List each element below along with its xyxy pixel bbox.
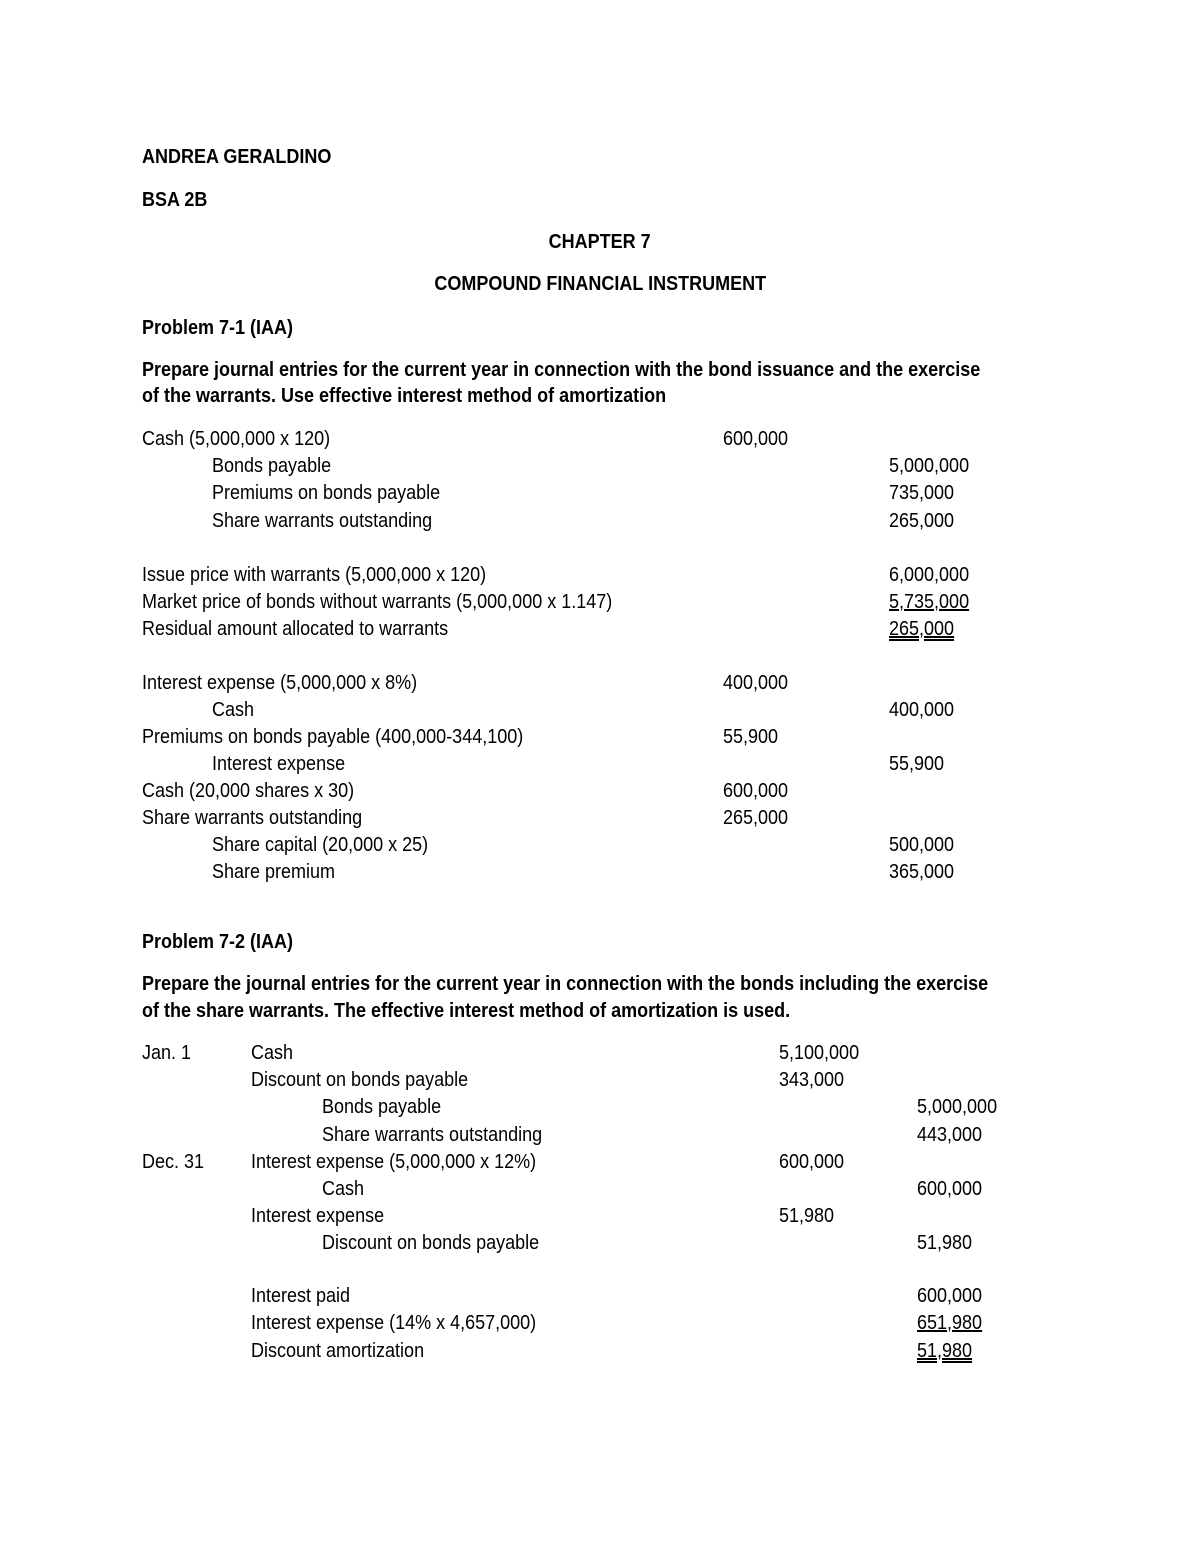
p1-calc-label: Residual amount allocated to warrants [142,618,449,640]
p1-j2-debit: 55,900 [723,726,779,748]
p1-j1-account: Bonds payable [212,455,332,477]
p2-calc-label: Interest paid [251,1285,351,1307]
p2-j-debit: 343,000 [779,1069,845,1091]
p1-j2-credit: 500,000 [889,834,955,856]
p2-j-account: Bonds payable [322,1096,442,1118]
p2-j-account: Discount on bonds payable [322,1232,540,1254]
problem-2-title: Problem 7-2 (IAA) [142,931,294,953]
p2-j-account: Discount on bonds payable [251,1069,469,1091]
chapter-title: CHAPTER 7 [548,231,652,253]
p2-calc-value: 651,980 [917,1312,983,1334]
p2-j-debit: 5,100,000 [779,1042,860,1064]
p1-j2-account: Interest expense (5,000,000 x 8%) [142,672,418,694]
p2-j-account: Share warrants outstanding [322,1124,543,1146]
p1-calc-value: 5,735,000 [889,591,970,613]
p1-j2-account: Premiums on bonds payable (400,000-344,100) [142,726,524,748]
student-section: BSA 2B [142,189,208,211]
p2-calc-value: 600,000 [917,1285,983,1307]
p1-j1-credit: 735,000 [889,482,955,504]
p1-j2-account: Interest expense [212,753,346,775]
p1-j2-account: Share warrants outstanding [142,807,363,829]
p2-j-debit: 51,980 [779,1205,835,1227]
p2-calc-value: 51,980 [917,1340,973,1362]
problem-1-title: Problem 7-1 (IAA) [142,317,294,339]
p1-calc-value: 6,000,000 [889,564,970,586]
p1-j1-debit: 600,000 [723,428,789,450]
p1-j1-credit: 5,000,000 [889,455,970,477]
p1-j1-account: Share warrants outstanding [212,510,433,532]
p1-j2-credit: 55,900 [889,753,945,775]
p2-j-credit: 5,000,000 [917,1096,998,1118]
p2-j-account: Cash [322,1178,365,1200]
problem-1-instructions-line-2: of the warrants. Use effective interest method of amortization [142,385,667,407]
p2-j-account: Interest expense [251,1205,385,1227]
p1-calc-label: Market price of bonds without warrants (5,000,000 x 1.147) [142,591,613,613]
p2-j-credit: 600,000 [917,1178,983,1200]
p2-j-credit: 443,000 [917,1124,983,1146]
student-name: ANDREA GERALDINO [142,146,332,168]
p2-j-account: Cash [251,1042,294,1064]
problem-2-instructions-line-1: Prepare the journal entries for the current year in connection with the bonds including the exercise [142,973,989,995]
problem-1-instructions-line-1: Prepare journal entries for the current year in connection with the bond issuance and the exercise [142,359,981,381]
p2-date: Dec. 31 [142,1151,205,1173]
p1-j2-debit: 265,000 [723,807,789,829]
p1-j1-account: Cash (5,000,000 x 120) [142,428,331,450]
p1-j2-account: Share capital (20,000 x 25) [212,834,429,856]
p1-j1-account: Premiums on bonds payable [212,482,441,504]
p1-calc-value: 265,000 [889,618,955,640]
p1-j2-account: Share premium [212,861,336,883]
topic-title: COMPOUND FINANCIAL INSTRUMENT [434,273,766,295]
p2-calc-label: Discount amortization [251,1340,425,1362]
problem-2-instructions-line-2: of the share warrants. The effective interest method of amortization is used. [142,1000,791,1022]
p2-date: Jan. 1 [142,1042,192,1064]
p1-j2-credit: 365,000 [889,861,955,883]
p1-j2-account: Cash (20,000 shares x 30) [142,780,355,802]
p2-j-debit: 600,000 [779,1151,845,1173]
p2-j-credit: 51,980 [917,1232,973,1254]
p1-j2-credit: 400,000 [889,699,955,721]
p1-j2-debit: 600,000 [723,780,789,802]
p1-calc-label: Issue price with warrants (5,000,000 x 120) [142,564,487,586]
p1-j2-debit: 400,000 [723,672,789,694]
p2-calc-label: Interest expense (14% x 4,657,000) [251,1312,537,1334]
p1-j2-account: Cash [212,699,255,721]
p1-j1-credit: 265,000 [889,510,955,532]
p2-j-account: Interest expense (5,000,000 x 12%) [251,1151,537,1173]
